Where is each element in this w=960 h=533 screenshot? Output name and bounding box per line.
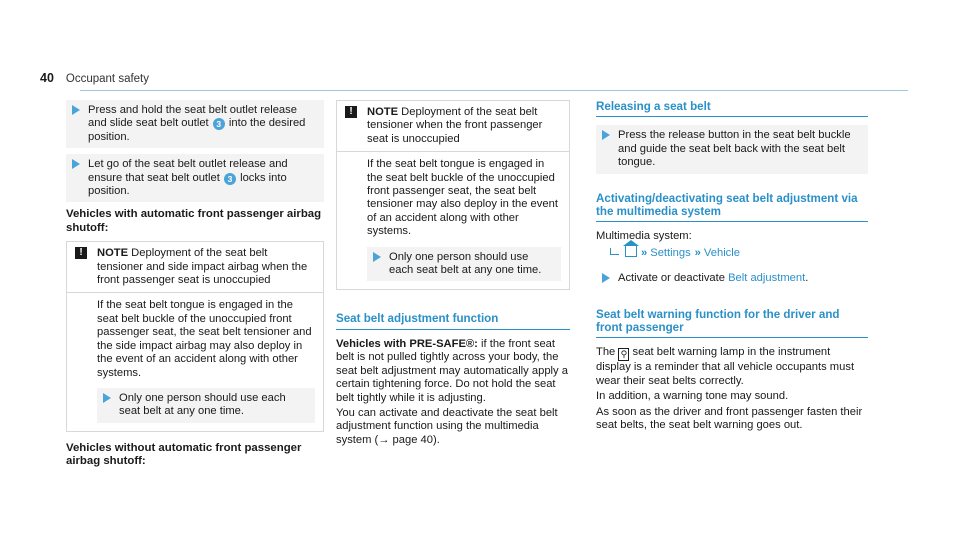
item-3-badge-icon: 3 [224, 173, 236, 185]
page-number: 40 [40, 71, 54, 85]
instruction-step: Only one person should use each seat belt at any one time. [97, 388, 315, 423]
section-title-warning: Seat belt warning function for the driver and front passenger [596, 308, 868, 339]
warning-off-paragraph: As soon as the driver and front passenger fasten their seat belts, the seat belt warning goes out. [596, 405, 863, 432]
note-body: If the seat belt tongue is engaged in the seat belt buckle of the unoccupied front passenger seat, the seat belt tensioner and the side impact airbag may also deploy in the event of an accident along with other systems. Only one person should use each seat belt at any one time. [67, 293, 323, 430]
step-arrow-icon [72, 159, 80, 169]
page-header [40, 72, 149, 86]
subheading-without-airbag-shutoff: Vehicles without automatic front passenger airbag shutoff: [66, 441, 302, 468]
warning-icon: ! [345, 106, 357, 118]
path-settings: Settings [650, 246, 691, 259]
warning-icon: ! [75, 247, 87, 259]
menu-path [596, 246, 868, 260]
warning-paragraph: The ⚲ seat belt warning lamp in the instrument display is a reminder that all vehicle occupants must wear their seat belts correctly. [596, 346, 855, 387]
path-arrow-icon [610, 248, 619, 255]
instruction-step: Activate or deactivate Belt adjustment. [596, 268, 868, 289]
note-header: ! NOTE Deployment of the seat belt tensioner when the front passenger seat is unoccupied [337, 101, 569, 152]
pre-safe-paragraph: Vehicles with PRE-SAFE®: if the front seat belt is not pulled tightly across your body, the seat belt adjustment may automatically apply a certain tightening force. Do not hold the seat belt tightly while it is adjusting. [336, 337, 568, 404]
chevron-right-icon: » [694, 246, 701, 259]
step-arrow-icon [602, 130, 610, 140]
section-name: Occupant safety [65, 73, 150, 85]
instruction-step: Press and hold the seat belt outlet release and slide seat belt outlet 3 into the desired position. [66, 100, 324, 148]
belt-adjustment-link: Belt adjustment [728, 272, 806, 285]
section-title-belt-adjustment: Seat belt adjustment function [336, 312, 570, 329]
section-title-activating: Activating/deactivating seat belt adjustment via the multimedia system [596, 192, 868, 223]
instruction-step: Press the release button in the seat belt buckle and guide the seat belt back with the seat belt tongue. [596, 125, 868, 173]
header-divider [80, 90, 908, 91]
home-icon [625, 246, 637, 257]
subheading-with-airbag-shutoff: Vehicles with automatic front passenger airbag shutoff: [66, 208, 322, 234]
chevron-right-icon: » [641, 246, 648, 259]
step-arrow-icon [373, 252, 381, 262]
step-arrow-icon [103, 393, 111, 403]
warning-tone-paragraph: In addition, a warning tone may sound. [596, 390, 789, 403]
multimedia-label: Multimedia system: [596, 230, 692, 243]
column-middle [336, 100, 570, 449]
column-right [596, 100, 868, 435]
instruction-step: Only one person should use each seat belt at any one time. [367, 247, 561, 282]
item-3-badge-icon: 3 [213, 118, 225, 130]
note-label: NOTE [97, 247, 129, 260]
path-vehicle: Vehicle [703, 246, 740, 259]
column-left [66, 100, 324, 475]
step-arrow-icon [602, 273, 610, 283]
seat-belt-warning-icon: ⚲ [618, 348, 629, 361]
note-box [66, 241, 324, 431]
note-label: NOTE [367, 106, 399, 118]
step-arrow-icon [72, 105, 80, 115]
section-title-releasing: Releasing a seat belt [596, 100, 868, 117]
activate-paragraph: You can activate and deactivate the seat belt adjustment function using the multimedia system (→ page 40). [336, 406, 558, 446]
note-box [336, 100, 570, 290]
instruction-step: Let go of the seat belt outlet release and ensure that seat belt outlet 3 locks into position. [66, 154, 324, 202]
note-header: ! NOTE Deployment of the seat belt tensioner and side impact airbag when the front passenger seat is unoccupied [67, 242, 323, 293]
note-body: If the seat belt tongue is engaged in the seat belt buckle of the unoccupied front passenger seat, the seat belt tensioner may also deploy in the event of an accident along with other systems. Only one person should use each seat belt at any one time. [337, 152, 569, 289]
